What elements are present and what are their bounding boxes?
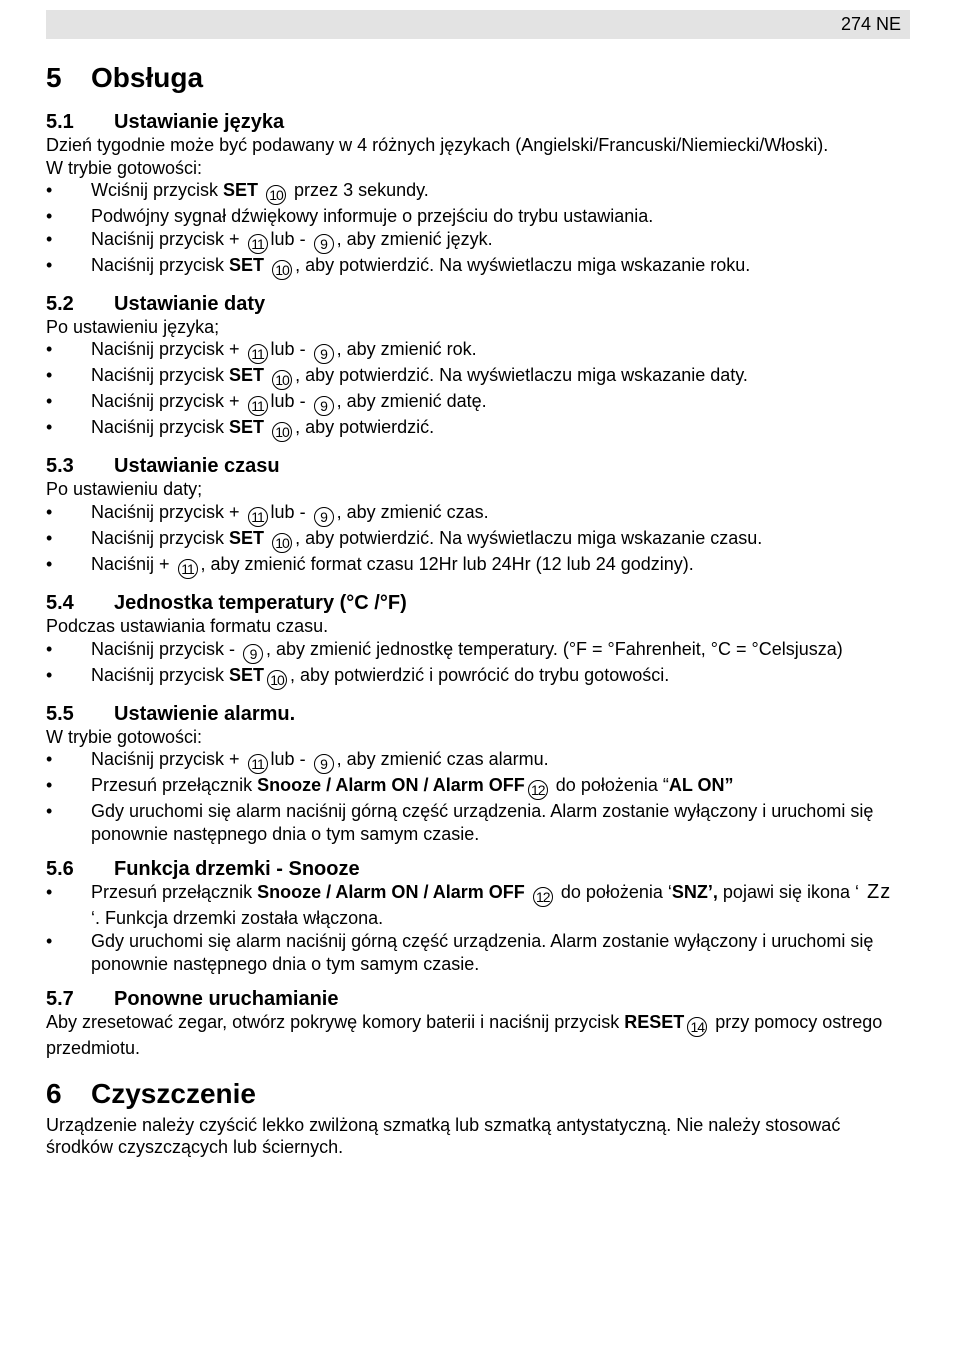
callout-number-icon: 10 — [267, 670, 287, 690]
chapter-6-heading — [46, 1074, 910, 1114]
list-item: • Naciśnij przycisk SET 10 , aby potwierdzić. — [46, 417, 435, 441]
bullet-list — [46, 501, 910, 579]
list-item: • Naciśnij + 11 , aby zmienić format czasu 12Hr lub 24Hr (12 lub 24 godziny). — [46, 553, 694, 577]
callout-number-icon: 14 — [687, 1017, 707, 1037]
paragraph: Aby zresetować zegar, otwórz pokrywę komory baterii i naciśnij przycisk RESET 14 przy pomocy ostrego przedmiotu. — [46, 1012, 883, 1059]
section-number: 5.1 — [46, 111, 74, 133]
bullet-icon: • — [46, 206, 53, 227]
chapter-number: 6 — [46, 1077, 62, 1109]
paragraph: Dzień tygodnie może być podawany w 4 różnych językach (Angielski/Francuski/Niemiecki/Włoski). — [46, 135, 829, 155]
section-5-3 — [46, 454, 910, 579]
callout-number-icon: 10 — [272, 260, 292, 280]
list-item: • Naciśnij przycisk + 11 lub - 9 , aby zmienić datę. — [46, 391, 487, 415]
section-number: 5.3 — [46, 455, 74, 478]
document-body — [46, 58, 910, 1159]
section-5-4 — [46, 591, 910, 690]
list-item: • Wciśnij przycisk SET 10 przez 3 sekundy. — [46, 180, 429, 204]
section-title: Ponowne uruchamianie — [114, 988, 339, 1011]
callout-number-icon: 11 — [248, 234, 268, 254]
bullet-icon: • — [46, 930, 53, 951]
list-item: • Naciśnij przycisk + 11 lub - 9 , aby zmienić czas alarmu. — [46, 749, 549, 773]
chapter-6 — [46, 1074, 910, 1159]
callout-number-icon: 10 — [272, 370, 292, 390]
bullet-icon: • — [46, 228, 53, 249]
list-item: • Podwójny sygnał dźwiękowy informuje o przejściu do trybu ustawiania. — [46, 206, 654, 227]
section-title: Jednostka temperatury (°C /°F) — [114, 591, 407, 614]
bullet-icon: • — [46, 553, 53, 574]
callout-number-icon: 9 — [314, 507, 334, 527]
paragraph: Podczas ustawiania formatu czasu. — [46, 615, 329, 636]
section-title: Funkcja drzemki - Snooze — [114, 858, 360, 881]
list-item: • Naciśnij przycisk SET 10 , aby potwierdzić i powrócić do trybu gotowości. — [46, 664, 670, 688]
bullet-list — [46, 881, 910, 975]
callout-number-icon: 9 — [314, 344, 334, 364]
section-heading — [46, 110, 910, 134]
page-header-bar — [46, 10, 910, 39]
bullet-icon: • — [46, 339, 53, 360]
list-item: • Naciśnij przycisk SET 10 , aby potwierdzić. Na wyświetlaczu miga wskazanie roku. — [46, 254, 751, 278]
bullet-icon: • — [46, 749, 53, 770]
list-item: • Przesuń przełącznik Snooze / Alarm ON / Alarm OFF 12 do położenia ‘SNZ’, pojawi się ikona ‘ Zz‘. Funkcja drzemki została włączona. — [46, 881, 892, 929]
paragraph: Po ustawieniu języka; — [46, 316, 220, 337]
bullet-icon: • — [46, 417, 53, 438]
callout-number-icon: 9 — [314, 234, 334, 254]
callout-number-icon: 11 — [248, 507, 268, 527]
section-number: 5.7 — [46, 988, 74, 1011]
list-item: • Naciśnij przycisk - 9 , aby zmienić jednostkę temperatury. (°F = °Fahrenheit, °C = °Celsjusza) — [46, 638, 843, 662]
paragraph: Po ustawieniu daty; — [46, 479, 203, 500]
callout-number-icon: 11 — [248, 754, 268, 774]
paragraph: W trybie gotowości: — [46, 157, 203, 178]
bullet-list — [46, 338, 910, 442]
list-item: • Naciśnij przycisk + 11 lub - 9 , aby zmienić rok. — [46, 339, 477, 363]
section-number: 5.4 — [46, 591, 74, 614]
list-item: • Naciśnij przycisk SET 10 , aby potwierdzić. Na wyświetlaczu miga wskazanie czasu. — [46, 527, 763, 551]
bullet-list — [46, 748, 910, 845]
section-heading — [46, 987, 910, 1011]
bullet-icon: • — [46, 801, 53, 822]
section-title: Ustawianie daty — [114, 292, 266, 315]
bullet-icon: • — [46, 775, 53, 796]
section-number: 5.5 — [46, 702, 74, 725]
callout-number-icon: 11 — [178, 559, 198, 579]
bullet-icon: • — [46, 254, 53, 275]
section-5-1 — [46, 110, 910, 280]
section-heading — [46, 292, 910, 316]
bullet-icon: • — [46, 365, 53, 386]
callout-number-icon: 9 — [314, 754, 334, 774]
bullet-icon: • — [46, 527, 53, 548]
list-item: • Naciśnij przycisk + 11 lub - 9 , aby zmienić język. — [46, 228, 493, 252]
bullet-icon: • — [46, 638, 53, 659]
list-item: • Gdy uruchomi się alarm naciśnij górną część urządzenia. Alarm zostanie wyłączony i uruchomi się ponownie następnego dnia o tym samym czasie. — [46, 930, 874, 974]
bullet-icon: • — [46, 501, 53, 522]
list-item: • Naciśnij przycisk + 11 lub - 9 , aby zmienić czas. — [46, 501, 489, 525]
chapter-title: Obsługa — [91, 62, 204, 93]
paragraph: W trybie gotowości: — [46, 726, 203, 747]
chapter-title: Czyszczenie — [91, 1077, 256, 1109]
callout-number-icon: 11 — [248, 344, 268, 364]
section-title: Ustawianie czasu — [114, 455, 280, 478]
chapter-5-heading — [46, 58, 910, 98]
bullet-icon: • — [46, 664, 53, 685]
section-heading — [46, 591, 910, 615]
section-title: Ustawienie alarmu. — [114, 702, 296, 725]
callout-number-icon: 9 — [243, 644, 263, 664]
section-title: Ustawianie języka — [114, 111, 285, 133]
section-number: 5.2 — [46, 292, 74, 315]
callout-number-icon: 12 — [528, 780, 548, 800]
bullet-list — [46, 638, 910, 690]
callout-number-icon: 10 — [272, 533, 292, 553]
section-heading — [46, 702, 910, 726]
bullet-icon: • — [46, 180, 53, 201]
section-number: 5.6 — [46, 858, 74, 881]
list-item: • Przesuń przełącznik Snooze / Alarm ON / Alarm OFF 12 do położenia “AL ON” — [46, 775, 734, 799]
snooze-zz-icon: Zz — [867, 881, 892, 904]
section-5-6 — [46, 857, 910, 975]
section-heading — [46, 454, 910, 478]
callout-number-icon: 12 — [533, 887, 553, 907]
section-5-2 — [46, 292, 910, 443]
callout-number-icon: 9 — [314, 396, 334, 416]
chapter-number: 5 — [46, 62, 62, 93]
bullet-icon: • — [46, 391, 53, 412]
callout-number-icon: 10 — [266, 185, 286, 205]
list-item: • Naciśnij przycisk SET 10 , aby potwierdzić. Na wyświetlaczu miga wskazanie daty. — [46, 365, 748, 389]
list-item: • Gdy uruchomi się alarm naciśnij górną część urządzenia. Alarm zostanie wyłączony i uruchomi się ponownie następnego dnia o tym samym czasie. — [46, 801, 874, 844]
section-5-7 — [46, 987, 910, 1060]
section-5-5 — [46, 702, 910, 846]
paragraph: Urządzenie należy czyścić lekko zwilżoną szmatką lub szmatką antystatyczną. Nie należy stosować środków czyszczących lub ściernych. — [46, 1114, 841, 1158]
bullet-icon: • — [46, 882, 53, 903]
bullet-list — [46, 179, 910, 280]
callout-number-icon: 10 — [272, 422, 292, 442]
callout-number-icon: 11 — [248, 396, 268, 416]
section-heading — [46, 857, 910, 881]
page-number: 274 NE — [840, 14, 901, 34]
